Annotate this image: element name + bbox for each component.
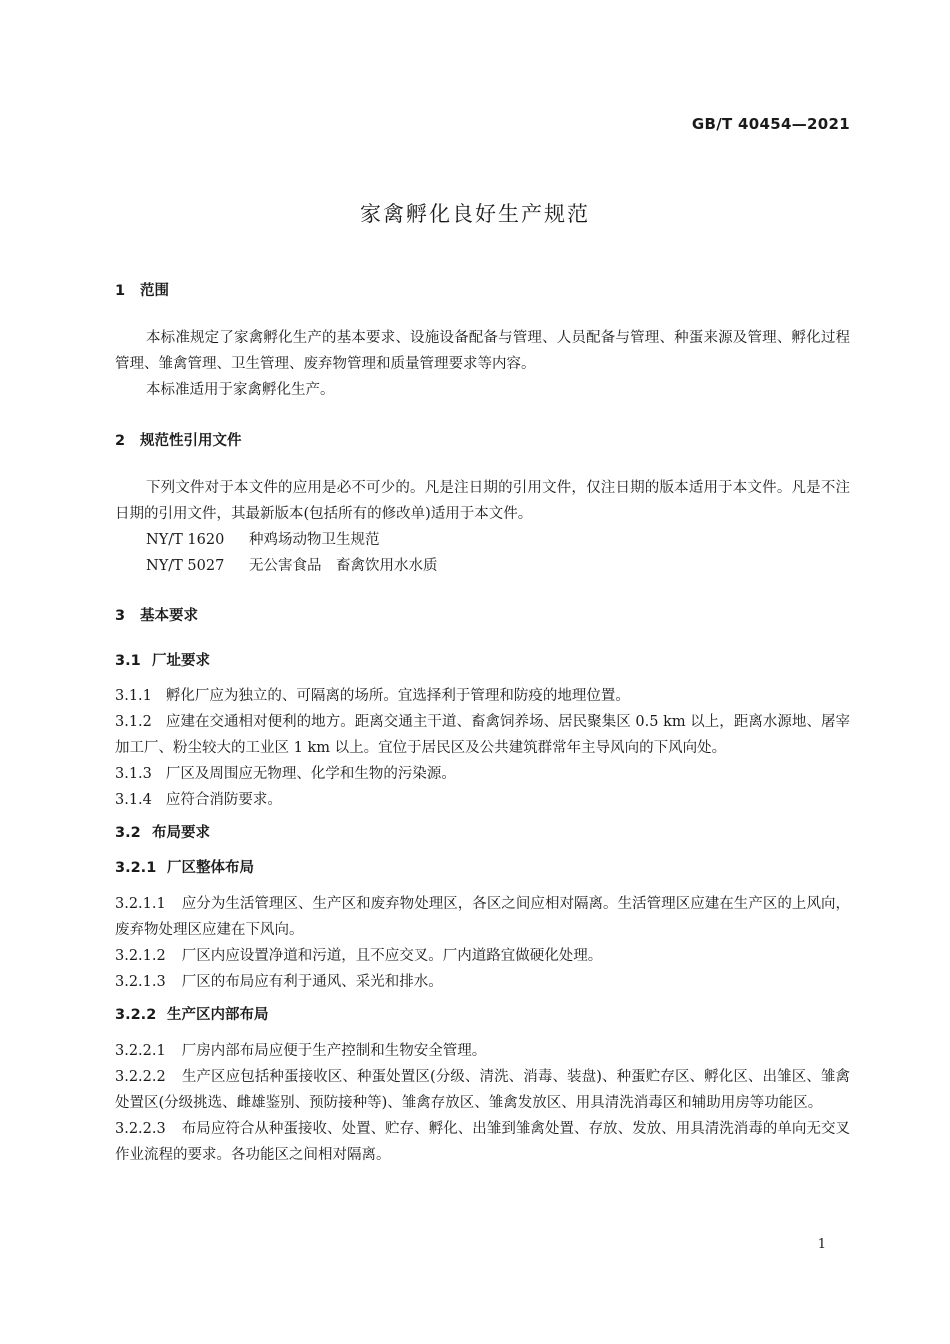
- clause-number: 3.2.2.2: [115, 1069, 166, 1085]
- subsection-number: 3.2.2: [115, 1007, 157, 1023]
- clause-text: 应建在交通相对便利的地方。距离交通主干道、畜禽饲养场、居民聚集区 0.5 km 以上，距离水源地、屠宰加工厂、粉尘较大的工业区 1 km 以上。宜位于居民区及公共建筑群常年主导风向的下风向处。: [115, 714, 850, 756]
- section-title: 基本要求: [140, 608, 198, 624]
- clause-number: 3.1.4: [115, 792, 152, 808]
- clause-3-1-2: [115, 709, 850, 761]
- reference-item: [115, 553, 850, 579]
- clause-text: 布局应符合从种蛋接收、处置、贮存、孵化、出雏到雏禽处置、存放、发放、用具清洗消毒的单向无交叉作业流程的要求。各功能区之间相对隔离。: [115, 1121, 850, 1163]
- section-2-heading: [115, 429, 850, 453]
- section-3-heading: [115, 604, 850, 628]
- document-body: [115, 279, 850, 1168]
- subsection-number: 3.1: [115, 653, 141, 669]
- clause-text: 生产区应包括种蛋接收区、种蛋处置区(分级、清洗、消毒、装盘)、种蛋贮存区、孵化区、出雏区、雏禽处置区(分级挑选、雌雄鉴别、预防接种等)、雏禽存放区、雏禽发放区、用具清洗消毒区和辅助用房等功能区。: [115, 1069, 850, 1111]
- clause-3-2-2-1: [115, 1038, 850, 1064]
- section-number: 1: [115, 283, 126, 299]
- subsection-number: 3.2.1: [115, 860, 157, 876]
- clause-number: 3.1.2: [115, 714, 152, 730]
- reference-code: NY/T 5027: [146, 558, 225, 574]
- section-title: 范围: [140, 283, 169, 299]
- clause-3-2-1-3: [115, 969, 850, 995]
- subsection-3-2-heading: [115, 821, 850, 845]
- reference-code: NY/T 1620: [146, 532, 225, 548]
- clause-number: 3.2.1.3: [115, 974, 166, 990]
- section-number: 3: [115, 608, 126, 624]
- clause-number: 3.2.1.2: [115, 948, 166, 964]
- reference-item: [115, 527, 850, 553]
- clause-text: 厂区内应设置净道和污道，且不应交叉。厂内道路宜做硬化处理。: [181, 948, 603, 964]
- subsection-3-2-1-heading: [115, 856, 850, 880]
- clause-3-2-2-3: [115, 1116, 850, 1168]
- clause-3-1-1: [115, 683, 850, 709]
- clause-3-2-1-2: [115, 943, 850, 969]
- subsection-title: 厂区整体布局: [167, 860, 254, 876]
- subsection-title: 厂址要求: [152, 653, 210, 669]
- section-title: 规范性引用文件: [140, 433, 242, 449]
- clause-text: 应分为生活管理区、生产区和废弃物处理区，各区之间应相对隔离。生活管理区应建在生产区的上风向，废弃物处理区应建在下风向。: [115, 896, 850, 938]
- clause-3-2-1-1: [115, 891, 850, 943]
- scope-paragraph-1: 本标准规定了家禽孵化生产的基本要求、设施设备配备与管理、人员配备与管理、种蛋来源及管理、孵化过程管理、雏禽管理、卫生管理、废弃物管理和质量管理要求等内容。: [115, 330, 850, 372]
- reference-title: 种鸡场动物卫生规范: [249, 532, 380, 548]
- document-title: 家禽孵化良好生产规范: [360, 202, 590, 226]
- subsection-title: 生产区内部布局: [167, 1007, 269, 1023]
- references-intro: 下列文件对于本文件的应用是必不可少的。凡是注日期的引用文件，仅注日期的版本适用于本文件。凡是不注日期的引用文件，其最新版本(包括所有的修改单)适用于本文件。: [115, 480, 850, 522]
- clause-text: 厂区的布局应有利于通风、采光和排水。: [181, 974, 443, 990]
- clause-text: 孵化厂应为独立的、可隔离的场所。宜选择利于管理和防疫的地理位置。: [165, 688, 630, 704]
- clause-number: 3.2.2.3: [115, 1121, 166, 1137]
- page-number: 1: [817, 1237, 826, 1252]
- section-number: 2: [115, 433, 126, 449]
- clause-number: 3.2.2.1: [115, 1043, 166, 1059]
- subsection-number: 3.2: [115, 825, 141, 841]
- subsection-title: 布局要求: [152, 825, 210, 841]
- clause-number: 3.2.1.1: [115, 896, 166, 912]
- clause-3-1-3: [115, 761, 850, 787]
- clause-3-2-2-2: [115, 1064, 850, 1116]
- clause-number: 3.1.1: [115, 688, 152, 704]
- subsection-3-1-heading: [115, 649, 850, 673]
- subsection-3-2-2-heading: [115, 1003, 850, 1027]
- clause-3-1-4: [115, 787, 850, 813]
- clause-text: 厂区及周围应无物理、化学和生物的污染源。: [165, 766, 456, 782]
- reference-title: 无公害食品 畜禽饮用水水质: [249, 558, 438, 574]
- clause-number: 3.1.3: [115, 766, 152, 782]
- scope-paragraph-2: 本标准适用于家禽孵化生产。: [146, 382, 335, 398]
- clause-text: 应符合消防要求。: [165, 792, 282, 808]
- standard-number: GB/T 40454—2021: [691, 115, 850, 133]
- clause-text: 厂房内部布局应便于生产控制和生物安全管理。: [181, 1043, 487, 1059]
- section-1-heading: [115, 279, 850, 303]
